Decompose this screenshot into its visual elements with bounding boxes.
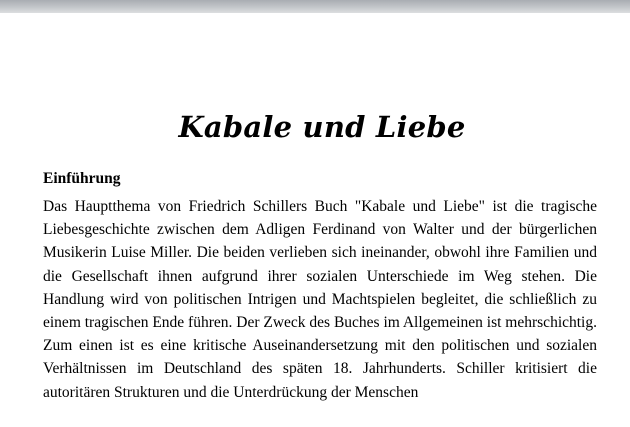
- body-paragraph: Das Hauptthema von Friedrich Schillers Buch "Kabale und Liebe" ist die tragische Liebesgeschichte zwischen dem Adligen Ferdinand von Walter und der bürgerlichen Musikerin Luise Miller. Die beiden verlieben sich ineinander, obwohl ihre Familien und die Gesellschaft ihnen aufgrund ihrer sozialen Unterschiede im Weg stehen. Die Handlung wird von politischen Intrigen und Machtspielen begleitet, die schließlich zu einem tragischen Ende führen. Der Zweck des Buches im Allgemeinen ist mehrschichtig. Zum einen ist es eine kritische Auseinandersetzung mit den politischen und sozialen Verhältnissen im Deutschland des späten 18. Jahrhunderts. Schiller kritisiert die autoritären Strukturen und die Unterdrückung der Menschen: [43, 198, 597, 401]
- document-page[interactable]: [0, 13, 630, 427]
- section-heading: Einführung: [43, 170, 121, 187]
- document-title: Kabale und Liebe: [178, 110, 466, 144]
- ruler-bar: [0, 0, 630, 13]
